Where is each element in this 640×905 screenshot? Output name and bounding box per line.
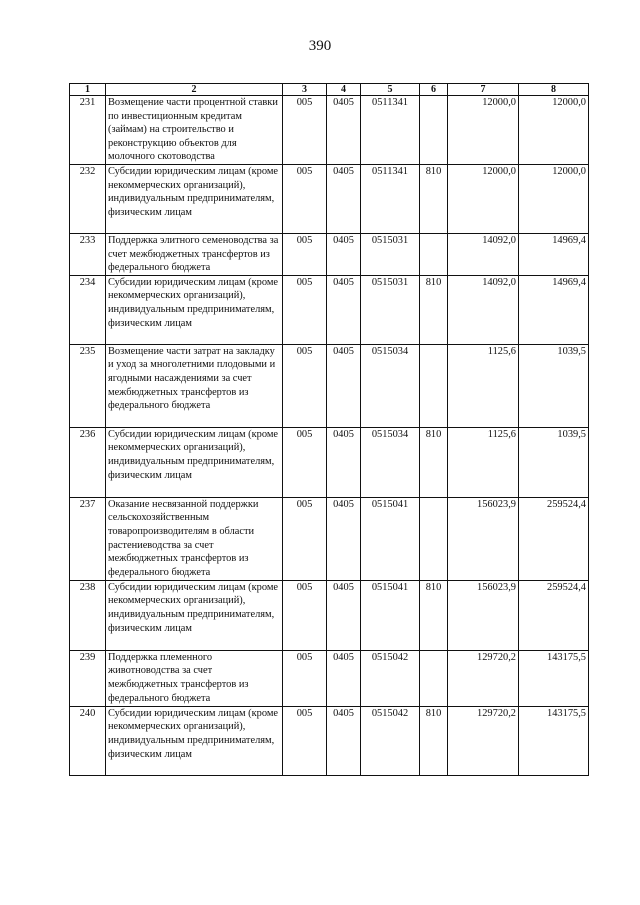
- row-col4: 0405: [327, 497, 361, 580]
- row-col5: 0515034: [361, 344, 420, 427]
- row-col6: 810: [420, 706, 448, 775]
- row-col7: 14092,0: [448, 275, 519, 344]
- row-col5: 0511341: [361, 164, 420, 233]
- header-cell: 6: [420, 84, 448, 96]
- table-row: [70, 427, 589, 497]
- row-col4: 0405: [327, 650, 361, 706]
- row-description: Субсидии юридическим лицам (кроме некоммерческих организаций), индивидуальным предпринимателям, физическим лицам: [106, 427, 283, 497]
- row-col8: 259524,4: [519, 497, 589, 580]
- table-row: [70, 164, 589, 233]
- row-description: Субсидии юридическим лицам (кроме некоммерческих организаций), индивидуальным предпринимателям, физическим лицам: [106, 275, 283, 344]
- row-col4: 0405: [327, 275, 361, 344]
- row-col7: 12000,0: [448, 96, 519, 165]
- row-col4: 0405: [327, 164, 361, 233]
- row-col5: 0515042: [361, 706, 420, 775]
- row-col8: 12000,0: [519, 96, 589, 165]
- table-row: [70, 706, 589, 775]
- row-description: Субсидии юридическим лицам (кроме некоммерческих организаций), индивидуальным предпринимателям, физическим лицам: [106, 580, 283, 650]
- row-col4: 0405: [327, 580, 361, 650]
- row-col7: 129720,2: [448, 706, 519, 775]
- row-col3: 005: [283, 427, 327, 497]
- row-col8: 143175,5: [519, 706, 589, 775]
- budget-table: [69, 83, 589, 776]
- table-row: [70, 233, 589, 275]
- header-cell: 4: [327, 84, 361, 96]
- row-col6: 810: [420, 580, 448, 650]
- row-col8: 14969,4: [519, 233, 589, 275]
- row-description: Субсидии юридическим лицам (кроме некоммерческих организаций), индивидуальным предпринимателям, физическим лицам: [106, 706, 283, 775]
- row-number: 239: [70, 650, 106, 706]
- row-number: 237: [70, 497, 106, 580]
- row-col4: 0405: [327, 344, 361, 427]
- row-col5: 0515031: [361, 233, 420, 275]
- table-row: [70, 497, 589, 580]
- header-row: [70, 84, 589, 96]
- row-col7: 12000,0: [448, 164, 519, 233]
- row-description: Субсидии юридическим лицам (кроме некоммерческих организаций), индивидуальным предпринимателям, физическим лицам: [106, 164, 283, 233]
- table-row: [70, 275, 589, 344]
- row-col7: 129720,2: [448, 650, 519, 706]
- row-col8: 14969,4: [519, 275, 589, 344]
- row-col6: 810: [420, 275, 448, 344]
- row-col3: 005: [283, 344, 327, 427]
- row-col5: 0515041: [361, 580, 420, 650]
- row-number: 233: [70, 233, 106, 275]
- row-number: 231: [70, 96, 106, 165]
- row-col3: 005: [283, 497, 327, 580]
- header-cell: 7: [448, 84, 519, 96]
- row-col8: 259524,4: [519, 580, 589, 650]
- row-col4: 0405: [327, 706, 361, 775]
- row-description: Поддержка элитного семеноводства за счет межбюджетных трансфертов из федерального бюджета: [106, 233, 283, 275]
- row-col6: [420, 497, 448, 580]
- row-description: Возмещение части затрат на закладку и уход за многолетними плодовыми и ягодными насаждениями за счет межбюджетных трансфертов из федерального бюджета: [106, 344, 283, 427]
- row-number: 235: [70, 344, 106, 427]
- row-col5: 0515041: [361, 497, 420, 580]
- row-col7: 1125,6: [448, 344, 519, 427]
- row-col4: 0405: [327, 427, 361, 497]
- table-row: [70, 96, 589, 165]
- row-description: Поддержка племенного животноводства за счет межбюджетных трансфертов из федерального бюджета: [106, 650, 283, 706]
- row-col3: 005: [283, 233, 327, 275]
- row-col7: 14092,0: [448, 233, 519, 275]
- row-col7: 1125,6: [448, 427, 519, 497]
- table-row: [70, 344, 589, 427]
- row-col6: [420, 233, 448, 275]
- row-col8: 12000,0: [519, 164, 589, 233]
- row-number: 238: [70, 580, 106, 650]
- row-description: Оказание несвязанной поддержки сельскохозяйственным товаропроизводителям в области растениеводства за счет межбюджетных трансфертов из федерального бюджета: [106, 497, 283, 580]
- header-cell: 1: [70, 84, 106, 96]
- header-cell: 3: [283, 84, 327, 96]
- row-number: 236: [70, 427, 106, 497]
- row-number: 234: [70, 275, 106, 344]
- row-number: 232: [70, 164, 106, 233]
- row-col3: 005: [283, 650, 327, 706]
- header-cell: 2: [106, 84, 283, 96]
- header-cell: 8: [519, 84, 589, 96]
- row-col5: 0515031: [361, 275, 420, 344]
- row-col7: 156023,9: [448, 580, 519, 650]
- table-row: [70, 580, 589, 650]
- row-col3: 005: [283, 164, 327, 233]
- row-col8: 1039,5: [519, 344, 589, 427]
- row-col5: 0511341: [361, 96, 420, 165]
- row-col4: 0405: [327, 233, 361, 275]
- row-col8: 1039,5: [519, 427, 589, 497]
- row-col8: 143175,5: [519, 650, 589, 706]
- row-col3: 005: [283, 96, 327, 165]
- row-col6: 810: [420, 164, 448, 233]
- table-row: [70, 650, 589, 706]
- row-description: Возмещение части процентной ставки по инвестиционным кредитам (займам) на строительство и реконструкцию объектов для молочного скотоводства: [106, 96, 283, 165]
- row-col3: 005: [283, 275, 327, 344]
- row-col6: 810: [420, 427, 448, 497]
- row-col6: [420, 650, 448, 706]
- row-col6: [420, 96, 448, 165]
- header-cell: 5: [361, 84, 420, 96]
- row-col4: 0405: [327, 96, 361, 165]
- row-col5: 0515042: [361, 650, 420, 706]
- row-col7: 156023,9: [448, 497, 519, 580]
- row-col5: 0515034: [361, 427, 420, 497]
- row-col3: 005: [283, 706, 327, 775]
- page-number: 390: [308, 38, 332, 54]
- row-col3: 005: [283, 580, 327, 650]
- row-number: 240: [70, 706, 106, 775]
- row-col6: [420, 344, 448, 427]
